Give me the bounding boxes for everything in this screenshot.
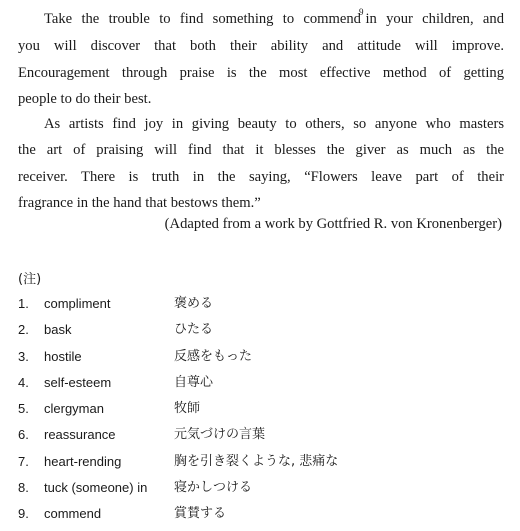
note-number: 6. <box>18 427 29 443</box>
paragraph-1-line-1-rest: in your children, and <box>365 11 504 27</box>
paragraph-1 <box>18 6 504 112</box>
note-definition: 賞賛する <box>174 506 227 522</box>
note-term: compliment <box>44 296 111 311</box>
footnote-marker-9: 9 <box>358 7 364 17</box>
note-definition: 寝かしつける <box>174 480 253 496</box>
paragraph-2-line-2: the art of praising will find that it blesses the giver as much as the <box>18 142 504 159</box>
note-term: bask <box>44 322 72 338</box>
note-number: 7. <box>18 453 29 469</box>
note-number: 1. <box>18 296 29 311</box>
note-term: commend <box>44 506 102 522</box>
note-number: 8. <box>18 480 29 496</box>
note-term: heart-rending <box>44 453 122 469</box>
note-term: reassurance <box>44 427 116 443</box>
paragraph-2-line-4: fragrance in the hand that bestows them.” <box>18 194 261 211</box>
note-item <box>18 294 498 320</box>
note-term: self-esteem <box>44 374 112 390</box>
paragraph-1-line-4: people to do their best. <box>18 90 152 107</box>
note-definition: 反感をもった <box>174 348 253 364</box>
paragraph-2 <box>18 111 504 216</box>
note-item <box>18 373 498 399</box>
paragraph-2-line-3: receiver. There is truth in the saying, “Flowers leave part of their <box>18 168 504 185</box>
note-term: clergyman <box>44 401 104 417</box>
note-number: 2. <box>18 322 29 338</box>
note-definition: 牧師 <box>174 401 201 417</box>
paragraph-1-line-1-text: Take the trouble to find something to commend <box>44 11 361 27</box>
paragraph-2-line-1: As artists find joy in giving beauty to others, so anyone who masters <box>44 116 504 132</box>
paragraph-1-line-1 <box>18 6 504 33</box>
note-number: 3. <box>18 348 29 364</box>
note-item <box>18 320 498 346</box>
note-item <box>18 478 498 504</box>
note-definition: ひたる <box>174 322 214 338</box>
note-definition: 自尊心 <box>174 374 214 390</box>
note-term: hostile <box>44 348 82 364</box>
note-definition: 胸を引き裂くような, 悲痛な <box>174 453 339 469</box>
note-item <box>18 399 498 425</box>
note-item <box>18 347 498 373</box>
paragraph-1-line-3: Encouragement through praise is the most effective method of getting <box>18 64 504 81</box>
notes-list <box>18 294 498 531</box>
note-item <box>18 504 498 530</box>
note-item <box>18 425 498 451</box>
note-term: tuck (someone) in <box>44 480 148 496</box>
note-number: 9. <box>18 506 29 522</box>
paragraph-1-line-2: you will discover that both their ability and attitude will improve. <box>18 38 504 55</box>
note-item <box>18 452 498 478</box>
note-number: 4. <box>18 374 29 390</box>
attribution: (Adapted from a work by Gottfried R. von Kronenberger) <box>164 216 502 232</box>
note-definition: 元気づけの言葉 <box>174 427 266 443</box>
notes-heading: (注) <box>18 272 42 287</box>
note-number: 5. <box>18 401 29 417</box>
note-definition: 褒める <box>174 296 214 311</box>
